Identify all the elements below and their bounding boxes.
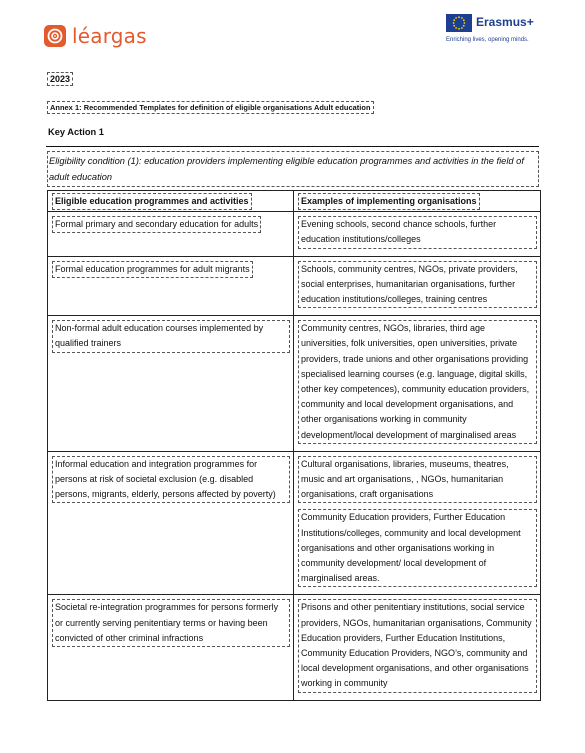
programme-cell bbox=[48, 595, 294, 700]
erasmus-wordmark: Erasmus+ bbox=[476, 15, 534, 29]
programme-cell bbox=[48, 212, 294, 256]
erasmus-logo bbox=[446, 14, 546, 52]
examples-text: Community centres, NGOs, libraries, third age universities, folk universities, open universities, private providers, trade unions and other organisations providing specialised learning courses (e.g. language, digital skills, other key competences), community education providers, community and local development organisations, and other organisations working in community development/local development of marginalised areas bbox=[299, 321, 536, 443]
eu-flag-icon bbox=[446, 14, 472, 32]
programme-text: Formal primary and secondary education for adults bbox=[53, 217, 260, 232]
examples-cell bbox=[294, 595, 541, 700]
eligibility-table bbox=[47, 190, 541, 701]
leargas-wordmark: léargas bbox=[72, 24, 147, 48]
examples-cell bbox=[294, 451, 541, 595]
header-cell bbox=[48, 191, 294, 212]
examples-text: Evening schools, second chance schools, further education institutions/colleges bbox=[299, 217, 536, 247]
programme-text: Informal education and integration programmes for persons at risk of societal exclusion (e.g. disabled persons, migrants, elderly, persons affected by poverty) bbox=[53, 457, 289, 503]
heading-rule bbox=[46, 146, 539, 147]
programme-text: Societal re-integration programmes for persons formerly or currently serving penitentiary terms or having been convicted of other criminal infractions bbox=[53, 600, 289, 646]
key-action-heading: Key Action 1 bbox=[48, 127, 104, 137]
header-programmes: Eligible education programmes and activities bbox=[53, 194, 251, 209]
document-year: 2023 bbox=[50, 74, 71, 84]
programme-cell bbox=[48, 451, 294, 595]
header-examples: Examples of implementing organisations bbox=[299, 194, 479, 209]
table-row bbox=[48, 256, 541, 316]
examples-cell bbox=[294, 212, 541, 256]
erasmus-tagline: Enriching lives, opening minds. bbox=[446, 37, 529, 43]
table-row bbox=[48, 316, 541, 452]
leargas-logo bbox=[44, 22, 147, 50]
table-header-row bbox=[48, 191, 541, 212]
table-row bbox=[48, 212, 541, 256]
examples-cell bbox=[294, 256, 541, 316]
examples-cell bbox=[294, 316, 541, 452]
table-row bbox=[48, 451, 541, 595]
programme-cell bbox=[48, 316, 294, 452]
examples-text: Community Education providers, Further Education Institutions/colleges, community and local development organisations and other organisations working in community development/ local development of marginalised areas. bbox=[299, 510, 536, 586]
examples-text: Cultural organisations, libraries, museums, theatres, music and art organisations, , NGOs, humanitarian organisations, craft organisations bbox=[299, 457, 536, 503]
programme-text: Non-formal adult education courses implemented by qualified trainers bbox=[53, 321, 289, 351]
programme-cell bbox=[48, 256, 294, 316]
eligibility-condition: Eligibility condition (1): education providers implementing eligible education programmes and activities in the field of adult education bbox=[48, 152, 538, 186]
programme-text: Formal education programmes for adult migrants bbox=[53, 262, 252, 277]
table-row bbox=[48, 595, 541, 700]
header-cell bbox=[294, 191, 541, 212]
paragraph-gap bbox=[299, 502, 536, 510]
leargas-mark-icon bbox=[44, 25, 66, 47]
examples-text: Prisons and other penitentiary institutions, social service providers, NGOs, humanitarian organisations, Community Education providers, Further Education Institutions, Community Education Providers, NGO’s, community and local development organisations, and other organisations working in community bbox=[299, 600, 536, 691]
annex-title: Annex 1: Recommended Templates for definition of eligible organisations Adult education bbox=[50, 103, 371, 112]
examples-text: Schools, community centres, NGOs, private providers, social enterprises, humanitarian organisations, further education institutions/colleges, training centres bbox=[299, 262, 536, 308]
